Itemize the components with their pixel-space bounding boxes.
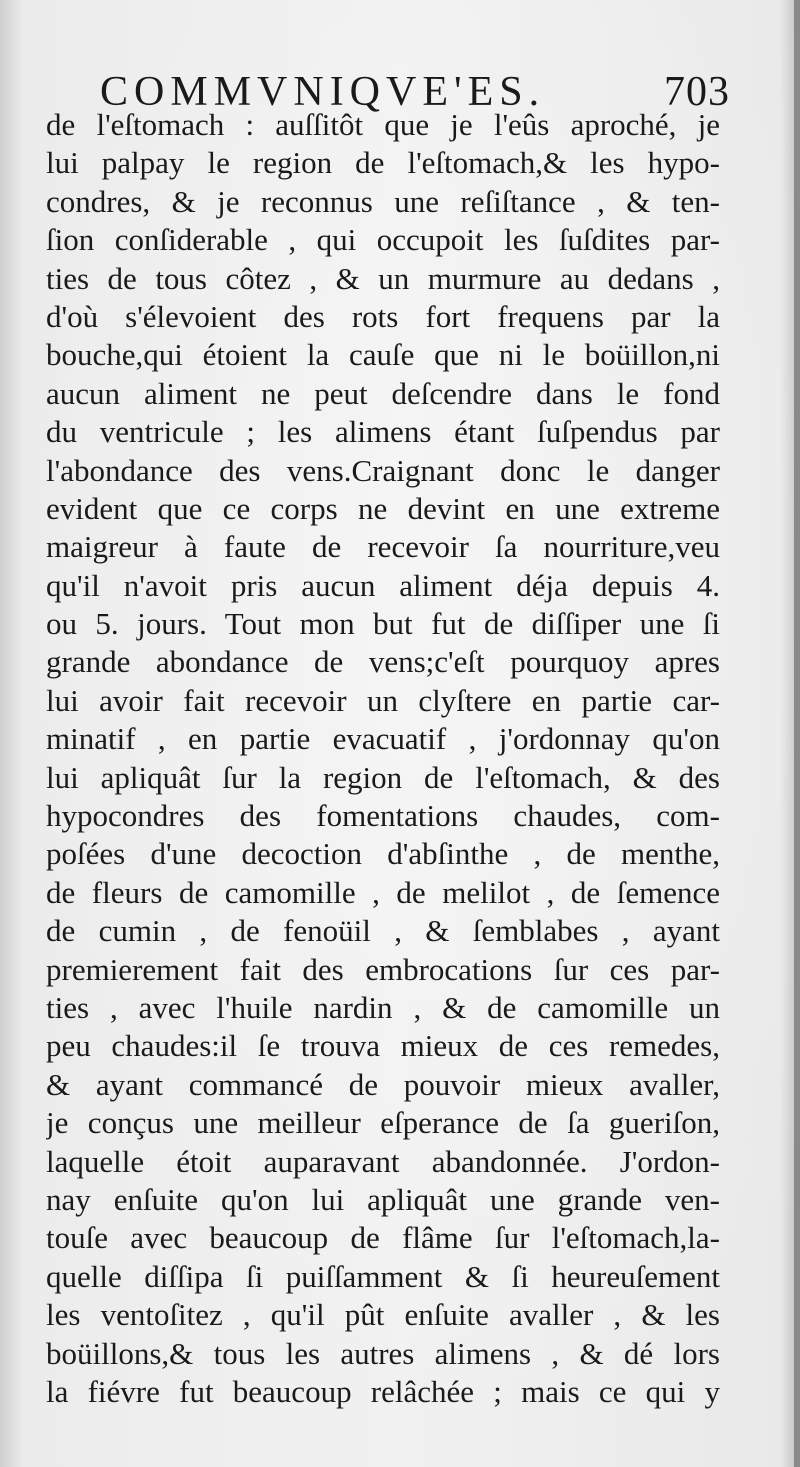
text-line: premierement fait des embrocations ſur ces par-: [46, 951, 720, 987]
text-line: bouche,qui étoient la cauſe que ni le boüillon,ni: [46, 337, 720, 373]
text-line: ſion conſiderable , qui occupoit les ſuſdites par-: [46, 222, 720, 258]
text-line: l'abondance des vens.Craignant donc le danger: [46, 452, 720, 488]
text-line: la fiévre fut beaucoup relâchée ; mais ce qui y: [46, 1373, 720, 1409]
text-line: les ventoſitez , qu'il pût enſuite avaller , & les: [46, 1297, 720, 1333]
page-number: 703: [664, 69, 730, 115]
text-line: aucun aliment ne peut deſcendre dans le fond: [46, 375, 720, 411]
text-line: grande abondance de vens;c'eſt pourquoy apres: [46, 644, 720, 680]
text-line: hypocondres des fomentations chaudes, com-: [46, 798, 720, 834]
text-line: boüillons,& tous les autres alimens , & dé lors: [46, 1335, 720, 1371]
text-line: ties de tous côtez , & un murmure au dedans ,: [46, 260, 720, 296]
text-line: peu chaudes:il ſe trouva mieux de ces remedes,: [46, 1028, 720, 1064]
text-line: ou 5. jours. Tout mon but fut de diſſiper une ſi: [46, 606, 720, 642]
text-line: condres, & je reconnus une reſiſtance , & ten-: [46, 183, 720, 219]
text-line: du ventricule ; les alimens étant ſuſpendus par: [46, 414, 720, 450]
text-line: maigreur à faute de recevoir ſa nourriture,veu: [46, 529, 720, 565]
text-line: de cumin , de fenoüil , & ſemblabes , ayant: [46, 913, 720, 949]
body-text: [46, 106, 720, 1411]
running-title: COMMVNIQVE'ES.: [100, 69, 546, 115]
page-edge: [794, 0, 800, 1467]
text-line: de l'eſtomach : auſſitôt que je l'eûs aproché, je: [46, 107, 720, 142]
text-line: ties , avec l'huile nardin , & de camomille un: [46, 989, 720, 1025]
text-line: lui apliquât ſur la region de l'eſtomach, & des: [46, 759, 720, 795]
text-line: je conçus une meilleur eſperance de ſa gueriſon,: [46, 1105, 720, 1141]
text-line: touſe avec beaucoup de flâme ſur l'eſtomach,la-: [46, 1220, 720, 1256]
text-line: qu'il n'avoit pris aucun aliment déja depuis 4.: [46, 567, 720, 603]
text-line: d'où s'élevoient des rots fort frequens par la: [46, 298, 720, 334]
text-line: nay enſuite qu'on lui apliquât une grande ven-: [46, 1181, 720, 1217]
text-line: minatif , en partie evacuatif , j'ordonnay qu'on: [46, 721, 720, 757]
text-line: de fleurs de camomille , de melilot , de ſemence: [46, 874, 720, 910]
text-line: laquelle étoit auparavant abandonnée. J'ordon-: [46, 1143, 720, 1179]
text-line: lui avoir fait recevoir un clyſtere en partie car-: [46, 682, 720, 718]
text-line: lui palpay le region de l'eſtomach,& les hypo-: [46, 145, 720, 181]
text-line: quelle diſſipa ſi puiſſamment & ſi heureuſement: [46, 1258, 720, 1294]
text-line: & ayant commancé de pouvoir mieux avaller,: [46, 1066, 720, 1102]
text-line: poſées d'une decoction d'abſinthe , de menthe,: [46, 836, 720, 872]
text-line: evident que ce corps ne devint en une extreme: [46, 490, 720, 526]
